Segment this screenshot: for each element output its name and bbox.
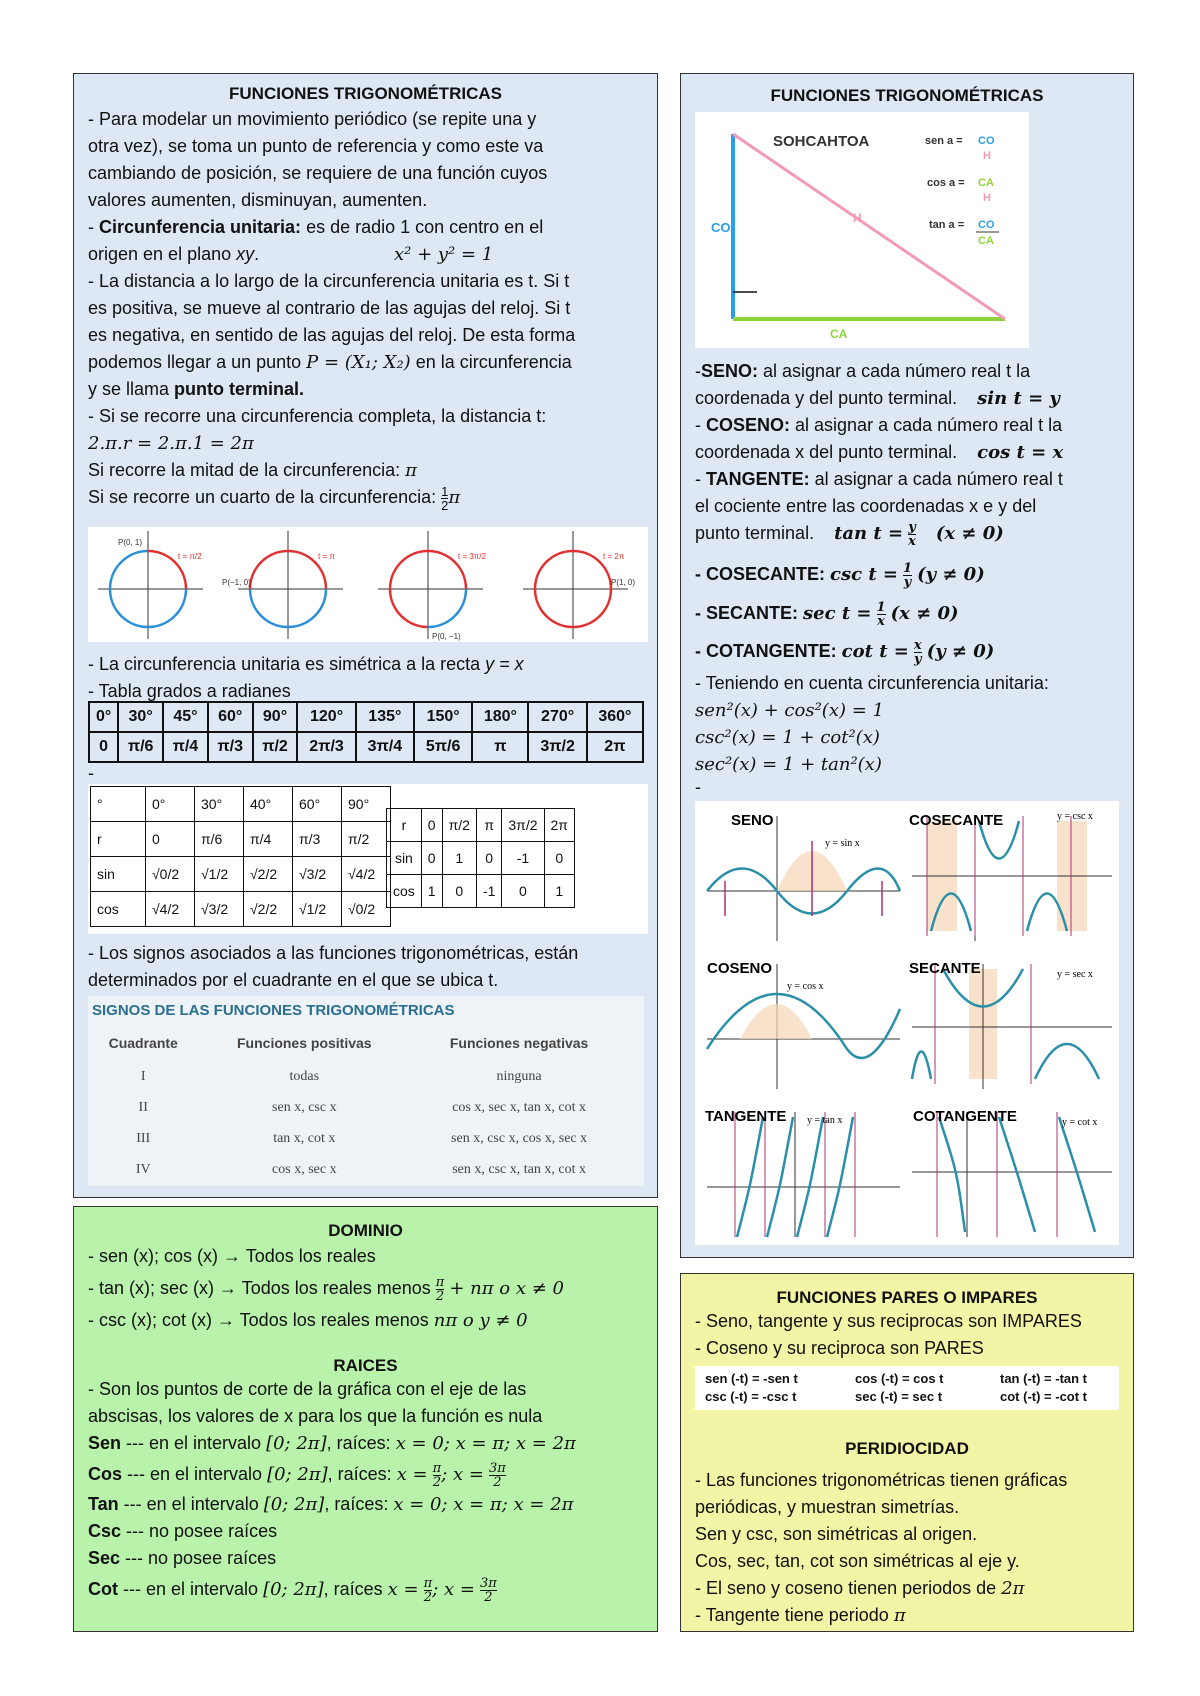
trig-graphs-svg xyxy=(695,801,1119,1245)
svg-text:tan a =: tan a = xyxy=(929,219,965,231)
degree-cell: 135° xyxy=(356,702,414,732)
table-cell: π/4 xyxy=(244,822,293,857)
table-cell: -1 xyxy=(476,875,501,908)
angle-values-table xyxy=(90,786,391,927)
degree-cell: 30° xyxy=(118,702,163,732)
circle-equation: x² + y² = 1 xyxy=(394,244,494,265)
t-label: t = π xyxy=(318,552,335,561)
signs-table-panel xyxy=(88,996,644,1186)
unit-circles-svg xyxy=(88,527,648,642)
table-cell: -1 xyxy=(502,842,544,875)
table-cell: √0/2 xyxy=(146,857,195,892)
text-line: - Teniendo en cuenta circunferencia unitaria: xyxy=(695,673,1049,693)
radian-cell: 2π xyxy=(587,732,643,762)
circumference-equation: 2.π.r = 2.π.1 = 2π xyxy=(88,433,254,454)
signs-cell: sen x, csc x xyxy=(272,1099,337,1115)
even-odd-title: FUNCIONES PARES O IMPARES xyxy=(776,1288,1038,1307)
text-line: determinados por el cuadrante en el que se ubica t. xyxy=(88,970,499,990)
table-cell: 0 xyxy=(442,875,476,908)
svg-text:H: H xyxy=(983,150,991,162)
signs-header: Funciones positivas xyxy=(237,1035,372,1051)
signs-cell: cos x, sec x xyxy=(272,1161,337,1177)
text-line: - tan (x); sec (x) → Todos los reales menos $\frac{\pi}{2}$ + nπ o x ≠ 0 xyxy=(88,1274,564,1304)
text-line: es negativa, en sentido de las agujas del reloj. De esta forma xyxy=(88,325,576,345)
t-label: t = 2π xyxy=(603,552,625,561)
signs-cell: ninguna xyxy=(496,1068,542,1084)
svg-text:cos a =: cos a = xyxy=(927,177,965,189)
text-line: origen en el plano xy. x² + y² = 1 xyxy=(88,241,657,268)
point-label: P(0, 1) xyxy=(118,538,143,547)
table-cell: 0 xyxy=(146,822,195,857)
signs-cell: I xyxy=(140,1068,146,1084)
table-cell: 30° xyxy=(195,787,244,822)
radian-cell: 5π/6 xyxy=(414,732,472,762)
text-line: Sen y csc, son simétricas al origen. xyxy=(695,1524,978,1544)
h-label: H xyxy=(853,211,862,225)
svg-text:TANGENTE: TANGENTE xyxy=(705,1108,787,1125)
text-line: - Para modelar un movimiento periódico (se repite una y xyxy=(88,109,537,129)
right-trig-panel xyxy=(680,73,1134,1258)
text-line: - xyxy=(88,763,94,783)
signs-cell: tan x, cot x xyxy=(273,1130,336,1146)
left-trig-panel xyxy=(73,73,658,1198)
svg-text:sen a =: sen a = xyxy=(925,135,963,147)
svg-text:COSECANTE: COSECANTE xyxy=(909,812,1004,829)
point-label: P(−1, 0) xyxy=(222,578,251,587)
identity: sec²(x) = 1 + tan²(x) xyxy=(695,754,882,775)
signs-header: Funciones negativas xyxy=(449,1035,589,1051)
text-line: es positiva, se mueve al contrario de las agujas del reloj. Si t xyxy=(88,298,571,318)
text-line: cambiando de posición, se requiere de una función cuyos xyxy=(88,163,548,183)
table-cell: π/2 xyxy=(342,822,391,857)
text-line: - La circunferencia unitaria es simétrica a la recta y = x xyxy=(88,654,524,674)
svg-text:y = cos x: y = cos x xyxy=(787,981,824,992)
table-cell: √3/2 xyxy=(293,857,342,892)
radian-cell: π/6 xyxy=(118,732,163,762)
unit-circles-figure xyxy=(88,527,648,642)
identity: csc²(x) = 1 + cot²(x) xyxy=(695,727,880,748)
svg-text:y = csc x: y = csc x xyxy=(1057,811,1093,822)
periodicity-title: PERIDIOCIDAD xyxy=(845,1439,969,1458)
text-line: coordenada x del punto terminal. cos t = x xyxy=(695,442,1064,463)
table-row xyxy=(88,1061,628,1092)
radian-cell: 2π/3 xyxy=(297,732,355,762)
text-line: - Los signos asociados a las funciones trigonométricas, están xyxy=(88,943,579,963)
svg-text:y = cot x: y = cot x xyxy=(1062,1117,1098,1128)
degrees-radians-table xyxy=(88,701,644,763)
degree-cell: 270° xyxy=(528,702,586,732)
radian-cell: π/4 xyxy=(163,732,208,762)
table-cell: 1 xyxy=(544,875,574,908)
svg-text:SENO: SENO xyxy=(731,812,774,829)
text-line: Csc --- no posee raíces xyxy=(88,1521,278,1541)
table-cell: cos xyxy=(91,892,146,927)
table-cell: π xyxy=(476,809,501,842)
text-line: Cot --- en el intervalo [0; 2π], raíces x = $\frac{\pi}{2}$ ; x = $\frac{3\pi}{2}$ xyxy=(88,1575,497,1605)
text-line: - TANGENTE: al asignar a cada número real t xyxy=(695,469,1063,489)
table-cell: √1/2 xyxy=(195,857,244,892)
text-line: - SECANTE: sec t = $\frac{1}{x}$ (x ≠ 0) xyxy=(695,599,959,629)
table-cell: 1 xyxy=(421,875,442,908)
table-row xyxy=(88,1154,628,1185)
text-line: Si recorre la mitad de la circunferencia: π xyxy=(88,460,417,481)
svg-text:SECANTE: SECANTE xyxy=(909,960,981,977)
text-line: - Circunferencia unitaria: es de radio 1 con centro en el xyxy=(88,217,544,237)
table-cell: 2π xyxy=(544,809,574,842)
signs-header: Cuadrante xyxy=(108,1035,178,1051)
text-line: - Tangente tiene periodo π xyxy=(695,1605,906,1626)
text-line: Cos --- en el intervalo [0; 2π], raíces: x = $\frac{\pi}{2}$ ; x = $\frac{3\pi}{2}$ xyxy=(88,1460,506,1490)
table-cell: 0 xyxy=(421,809,442,842)
sohcahtoa-label: SOHCAHTOA xyxy=(773,133,870,150)
left-panel-title: FUNCIONES TRIGONOMÉTRICAS xyxy=(229,84,502,103)
trig-graphs-panel xyxy=(695,801,1119,1245)
right-triangle-figure xyxy=(695,112,1029,348)
table-cell: π/3 xyxy=(293,822,342,857)
svg-text:CO: CO xyxy=(978,135,995,147)
radian-cell: 0 xyxy=(89,732,118,762)
signs-cell: todas xyxy=(289,1068,320,1084)
table-cell: √2/2 xyxy=(244,892,293,927)
table-cell: 90° xyxy=(342,787,391,822)
text-line: Si se recorre un cuarto de la circunferencia: $\frac{1}{2}$ π xyxy=(88,483,461,513)
svg-text:y = sin x: y = sin x xyxy=(825,838,860,849)
table-cell: 0 xyxy=(421,842,442,875)
text-line: - Son los puntos de corte de la gráfica con el eje de las xyxy=(88,1379,527,1399)
text-line: - sen (x); cos (x) → Todos los reales xyxy=(88,1246,376,1266)
radian-cell: π/2 xyxy=(253,732,298,762)
text-line: valores aumenten, disminuyan, aumenten. xyxy=(88,190,428,210)
table-cell: √4/2 xyxy=(146,892,195,927)
table-cell: ° xyxy=(91,787,146,822)
table-cell: √3/2 xyxy=(195,892,244,927)
radian-cell: π xyxy=(472,732,528,762)
right-panel-title: FUNCIONES TRIGONOMÉTRICAS xyxy=(770,86,1044,105)
degree-cell: 60° xyxy=(208,702,253,732)
table-cell: √2/2 xyxy=(244,857,293,892)
text-line: coordenada y del punto terminal. sin t = y xyxy=(695,388,1060,409)
table-cell: 0 xyxy=(544,842,574,875)
svg-text:CO: CO xyxy=(978,219,995,231)
table-cell: 40° xyxy=(244,787,293,822)
text-line: -SENO: al asignar a cada número real t la xyxy=(695,361,1031,381)
svg-text:CA: CA xyxy=(978,177,994,189)
table-cell: π/6 xyxy=(195,822,244,857)
text-line: periódicas, y muestran simetrías. xyxy=(695,1497,960,1517)
text-line: - Las funciones trigonométricas tienen gráficas xyxy=(695,1470,1068,1490)
radian-cell: π/3 xyxy=(208,732,253,762)
table-cell: 0° xyxy=(146,787,195,822)
text-line: - xyxy=(695,777,701,797)
signs-cell: sen x, csc x, cos x, sec x xyxy=(451,1130,588,1146)
table-cell: √0/2 xyxy=(342,892,391,927)
text-line: Cos, sec, tan, cot son simétricas al eje y. xyxy=(695,1551,1020,1571)
table-cell: √4/2 xyxy=(342,857,391,892)
radian-cell: 3π/4 xyxy=(356,732,414,762)
co-label: CO xyxy=(711,220,731,235)
text-line: podemos llegar a un punto P = (X₁; X₂) en la circunferencia xyxy=(88,352,572,373)
svg-text:CA: CA xyxy=(978,235,994,247)
signs-title: SIGNOS DE LAS FUNCIONES TRIGONOMÉTRICAS xyxy=(92,1002,455,1019)
roots-title: RAICES xyxy=(333,1356,398,1375)
even-odd-panel xyxy=(680,1273,1134,1632)
svg-text:COTANGENTE: COTANGENTE xyxy=(913,1108,1017,1125)
degree-cell: 150° xyxy=(414,702,472,732)
point-label: P(1, 0) xyxy=(611,578,636,587)
table-row xyxy=(88,1123,628,1154)
table-cell: 60° xyxy=(293,787,342,822)
table-cell: cos xyxy=(387,875,422,908)
text-line: - csc (x); cot (x) → Todos los reales menos nπ o y ≠ 0 xyxy=(88,1310,528,1331)
signs-table xyxy=(88,1025,628,1185)
degree-cell: 180° xyxy=(472,702,528,732)
domain-title: DOMINIO xyxy=(328,1221,403,1240)
quadrantal-values-table xyxy=(386,808,575,908)
text-line: - COSENO: al asignar a cada número real t la xyxy=(695,415,1063,435)
signs-cell: IV xyxy=(135,1161,151,1177)
table-cell: sin xyxy=(91,857,146,892)
text-line: punto terminal. tan t = $\frac{y}{x}$ (x ≠ 0) xyxy=(695,519,1004,549)
text-line: Sen --- en el intervalo [0; 2π], raíces: x = 0; x = π; x = 2π xyxy=(88,1433,576,1454)
text-line: el cociente entre las coordenadas x e y del xyxy=(695,496,1037,516)
signs-cell: cos x, sec x, tan x, cot x xyxy=(452,1099,586,1115)
table-cell: r xyxy=(91,822,146,857)
signs-cell: sen x, csc x, tan x, cot x xyxy=(452,1161,586,1177)
degree-cell: 360° xyxy=(587,702,643,732)
text-line: - Seno, tangente y sus reciprocas son IMPARES xyxy=(695,1311,1082,1331)
svg-text:y = sec x: y = sec x xyxy=(1057,969,1093,980)
svg-text:y = tan x: y = tan x xyxy=(807,1115,843,1126)
text-line: - Si se recorre una circunferencia completa, la distancia t: xyxy=(88,406,547,426)
table-cell: 0 xyxy=(476,842,501,875)
table-cell: 1 xyxy=(442,842,476,875)
degree-cell: 45° xyxy=(163,702,208,732)
text-line: - El seno y coseno tienen periodos de 2π xyxy=(695,1578,1025,1599)
text-line: y se llama punto terminal. xyxy=(88,379,305,399)
svg-text:H: H xyxy=(983,192,991,204)
t-label: t = 3π/2 xyxy=(458,552,486,561)
values-tables-panel xyxy=(88,784,648,934)
text-line: otra vez), se toma un punto de referencia y como este va xyxy=(88,136,544,156)
text-line: - COTANGENTE: cot t = $\frac{x}{y}$ (y ≠ 0) xyxy=(695,637,995,667)
degree-cell: 90° xyxy=(253,702,298,732)
table-cell: r xyxy=(387,809,422,842)
text-line: - COSECANTE: csc t = $\frac{1}{y}$ (y ≠ 0) xyxy=(695,560,985,590)
parity-equations: sen (-t) = -sen t csc (-t) = -csc t cos (-t) = cos t sec (-t) = sec t tan (-t) = -tan t cot (-t) = -cot t xyxy=(695,1366,1119,1410)
table-cell: 0 xyxy=(502,875,544,908)
table-row xyxy=(88,1092,628,1123)
degree-cell: 0° xyxy=(89,702,118,732)
text-line: - Tabla grados a radianes xyxy=(88,681,291,701)
svg-text:COSENO: COSENO xyxy=(707,960,773,977)
t-label: t = π/2 xyxy=(178,552,202,561)
text-line: - La distancia a lo largo de la circunferencia unitaria es t. Si t xyxy=(88,271,570,291)
signs-cell: III xyxy=(136,1130,151,1146)
table-cell: √1/2 xyxy=(293,892,342,927)
point-label: P(0, −1) xyxy=(432,632,461,641)
ca-label: CA xyxy=(830,327,848,341)
triangle-svg xyxy=(695,112,1029,348)
identity: sen²(x) + cos²(x) = 1 xyxy=(695,700,884,721)
text-line: abscisas, los valores de x para los que la función es nula xyxy=(88,1406,543,1426)
signs-cell: II xyxy=(138,1099,148,1115)
text-line: - Coseno y su reciproca son PARES xyxy=(695,1338,984,1358)
table-cell: 3π/2 xyxy=(502,809,544,842)
text-line: Sec --- no posee raíces xyxy=(88,1548,277,1568)
text-line: Tan --- en el intervalo [0; 2π], raíces: x = 0; x = π; x = 2π xyxy=(88,1494,574,1515)
domain-roots-panel xyxy=(73,1206,658,1632)
radian-cell: 3π/2 xyxy=(528,732,586,762)
table-cell: π/2 xyxy=(442,809,476,842)
degree-cell: 120° xyxy=(297,702,355,732)
table-cell: sin xyxy=(387,842,422,875)
